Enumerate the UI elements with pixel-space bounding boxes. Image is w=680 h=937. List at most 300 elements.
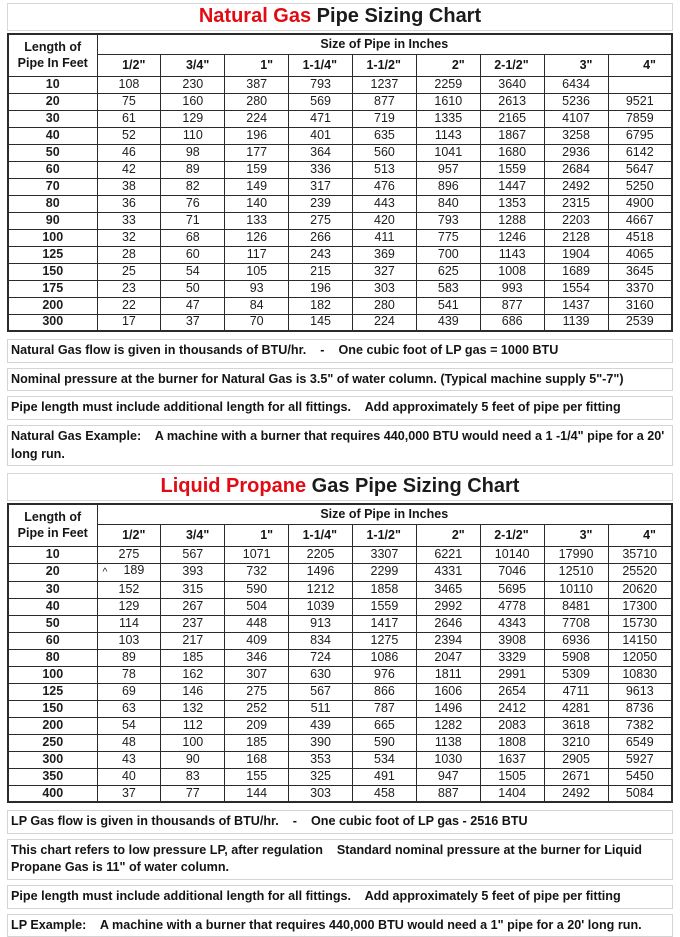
row-length-cell: 400 <box>8 785 97 802</box>
value-cell: 129 <box>161 110 225 127</box>
table-row <box>8 683 672 700</box>
value-cell: 54 <box>97 717 161 734</box>
row-length-cell: 70 <box>8 178 97 195</box>
table-row <box>8 768 672 785</box>
value-cell: 1404 <box>480 785 544 802</box>
table-row <box>8 649 672 666</box>
size-column-header: 3/4" <box>161 524 225 546</box>
value-cell: 1496 <box>416 700 480 717</box>
value-cell: 243 <box>289 246 353 263</box>
value-cell: 346 <box>225 649 289 666</box>
table-row <box>8 314 672 331</box>
table-row <box>8 297 672 314</box>
size-column-header: 1-1/4" <box>289 54 353 76</box>
value-cell: 625 <box>416 263 480 280</box>
value-cell: 2299 <box>353 563 417 581</box>
value-cell: 1143 <box>416 127 480 144</box>
row-length-cell: 40 <box>8 127 97 144</box>
value-cell: 9521 <box>608 93 672 110</box>
row-length-cell: 125 <box>8 683 97 700</box>
liquid-propane-page-title <box>161 475 520 497</box>
value-cell: 2165 <box>480 110 544 127</box>
value-cell: 3258 <box>544 127 608 144</box>
value-cell: 32 <box>97 229 161 246</box>
row-length-cell: 20 <box>8 93 97 110</box>
value-cell: 177 <box>225 144 289 161</box>
row-length-cell: 90 <box>8 212 97 229</box>
row-length-cell: 175 <box>8 280 97 297</box>
value-cell: 2259 <box>416 76 480 93</box>
value-cell: 25 <box>97 263 161 280</box>
size-columns-row <box>8 54 672 76</box>
value-cell: 6434 <box>544 76 608 93</box>
row-length-cell: 100 <box>8 229 97 246</box>
size-columns-row <box>8 524 672 546</box>
value-cell: 686 <box>480 314 544 331</box>
row-length-cell: 60 <box>8 632 97 649</box>
value-cell: 590 <box>353 734 417 751</box>
value-cell: 68 <box>161 229 225 246</box>
size-column-header: 1" <box>225 524 289 546</box>
row-length-cell: 150 <box>8 700 97 717</box>
row-length-cell: 50 <box>8 144 97 161</box>
size-column-header: 1-1/4" <box>289 524 353 546</box>
value-cell: 1139 <box>544 314 608 331</box>
value-cell: 732 <box>225 563 289 581</box>
size-column-header: 1" <box>225 54 289 76</box>
value-cell: 196 <box>225 127 289 144</box>
value-cell: 2315 <box>544 195 608 212</box>
value-cell: 162 <box>161 666 225 683</box>
value-cell: 3618 <box>544 717 608 734</box>
liquid-propane-title-box <box>7 473 673 501</box>
value-cell: 47 <box>161 297 225 314</box>
value-cell: 185 <box>161 649 225 666</box>
value-cell: 3210 <box>544 734 608 751</box>
value-cell: 3640 <box>480 76 544 93</box>
value-cell: 775 <box>416 229 480 246</box>
value-cell: 129 <box>97 598 161 615</box>
table-row <box>8 615 672 632</box>
value-cell: 77 <box>161 785 225 802</box>
table-row <box>8 751 672 768</box>
value-cell: 439 <box>289 717 353 734</box>
row-length-cell: 60 <box>8 161 97 178</box>
value-cell: 2128 <box>544 229 608 246</box>
value-cell: 224 <box>225 110 289 127</box>
natural-gas-page-title <box>199 5 481 27</box>
value-cell: 126 <box>225 229 289 246</box>
liquid-propane-notes <box>7 810 673 937</box>
value-cell: 3645 <box>608 263 672 280</box>
value-cell: 1353 <box>480 195 544 212</box>
value-cell: 724 <box>289 649 353 666</box>
value-cell: 5450 <box>608 768 672 785</box>
value-cell: 2047 <box>416 649 480 666</box>
note-text: LP Gas flow is given in thousands of BTU/hr. - One cubic foot of LP gas - 2516 BTU <box>7 810 673 834</box>
value-cell: 133 <box>225 212 289 229</box>
table-row <box>8 127 672 144</box>
value-cell: 69 <box>97 683 161 700</box>
value-cell: 217 <box>161 632 225 649</box>
value-cell: 1808 <box>480 734 544 751</box>
corner-header-line1: Length of <box>24 510 82 525</box>
value-cell: 700 <box>416 246 480 263</box>
value-cell: 635 <box>353 127 417 144</box>
value-cell: 2646 <box>416 615 480 632</box>
size-column-header: 4" <box>608 524 672 546</box>
value-cell: 4331 <box>416 563 480 581</box>
value-cell: 2539 <box>608 314 672 331</box>
table-row <box>8 178 672 195</box>
value-cell: 1143 <box>480 246 544 263</box>
value-cell: 280 <box>353 297 417 314</box>
value-cell: 491 <box>353 768 417 785</box>
value-cell: 7382 <box>608 717 672 734</box>
table-row <box>8 161 672 178</box>
natural-gas-notes <box>7 339 673 466</box>
value-cell: 420 <box>353 212 417 229</box>
value-cell: 866 <box>353 683 417 700</box>
value-cell: 1496 <box>289 563 353 581</box>
value-cell: 4065 <box>608 246 672 263</box>
value-cell: 336 <box>289 161 353 178</box>
value-cell: 913 <box>289 615 353 632</box>
value-cell: 12050 <box>608 649 672 666</box>
value-cell: 2394 <box>416 632 480 649</box>
value-cell: 7859 <box>608 110 672 127</box>
value-cell: 1554 <box>544 280 608 297</box>
value-cell: 48 <box>97 734 161 751</box>
value-cell: 252 <box>225 700 289 717</box>
value-cell: 6549 <box>608 734 672 751</box>
value-cell: 630 <box>289 666 353 683</box>
table-row <box>8 212 672 229</box>
value-cell: 12510 <box>544 563 608 581</box>
note-text: Natural Gas flow is given in thousands of BTU/hr. - One cubic foot of LP gas = 1000 BTU <box>7 339 673 363</box>
value-cell: 353 <box>289 751 353 768</box>
value-cell: 834 <box>289 632 353 649</box>
value-cell: 275 <box>225 683 289 700</box>
value-cell: 117 <box>225 246 289 263</box>
value-cell: 267 <box>161 598 225 615</box>
size-column-header: 2" <box>416 54 480 76</box>
size-column-header: 3" <box>544 54 608 76</box>
value-cell: 38 <box>97 178 161 195</box>
value-cell: 37 <box>161 314 225 331</box>
value-cell: 40 <box>97 768 161 785</box>
span-header: Size of Pipe in Inches <box>97 504 672 524</box>
value-cell: 976 <box>353 666 417 683</box>
natural-gas-sizing-table <box>7 33 673 332</box>
table-row <box>8 263 672 280</box>
value-cell: 1559 <box>353 598 417 615</box>
value-cell: 155 <box>225 768 289 785</box>
value-cell: 787 <box>353 700 417 717</box>
value-cell: 5236 <box>544 93 608 110</box>
value-cell: 2671 <box>544 768 608 785</box>
value-cell: 239 <box>289 195 353 212</box>
table-row <box>8 546 672 563</box>
value-cell: 567 <box>161 546 225 563</box>
value-cell: 160 <box>161 93 225 110</box>
value-cell: 140 <box>225 195 289 212</box>
value-cell: 1335 <box>416 110 480 127</box>
value-cell: 793 <box>416 212 480 229</box>
value-cell: 196 <box>289 280 353 297</box>
value-cell: 5908 <box>544 649 608 666</box>
table-row <box>8 563 672 581</box>
value-cell: 144 <box>225 785 289 802</box>
table-row <box>8 734 672 751</box>
value-cell: 6936 <box>544 632 608 649</box>
value-cell: 1071 <box>225 546 289 563</box>
value-cell: 10110 <box>544 581 608 598</box>
size-column-header: 1-1/2" <box>353 524 417 546</box>
value-cell: 4343 <box>480 615 544 632</box>
value-cell: 5309 <box>544 666 608 683</box>
row-length-cell: 30 <box>8 110 97 127</box>
table-row <box>8 700 672 717</box>
table-row <box>8 246 672 263</box>
value-cell: ^ 189 <box>97 563 161 581</box>
value-cell: 993 <box>480 280 544 297</box>
value-cell: 840 <box>416 195 480 212</box>
value-cell: 71 <box>161 212 225 229</box>
value-cell: 2905 <box>544 751 608 768</box>
value-cell: 114 <box>97 615 161 632</box>
natural-gas-title-rest: Pipe Sizing Chart <box>311 5 482 27</box>
value-cell: 1437 <box>544 297 608 314</box>
value-cell: 1246 <box>480 229 544 246</box>
corner-header-line2: Pipe In Feet <box>17 56 88 71</box>
value-cell: 108 <box>97 76 161 93</box>
value-cell: 2992 <box>416 598 480 615</box>
value-cell: 303 <box>353 280 417 297</box>
value-cell: 105 <box>225 263 289 280</box>
value-cell: 4667 <box>608 212 672 229</box>
value-cell: 1039 <box>289 598 353 615</box>
value-cell: 4900 <box>608 195 672 212</box>
value-cell: 159 <box>225 161 289 178</box>
value-cell: 393 <box>161 563 225 581</box>
table-row <box>8 93 672 110</box>
value-cell <box>608 76 672 93</box>
value-cell: 275 <box>289 212 353 229</box>
value-cell: 182 <box>289 297 353 314</box>
value-cell: 3908 <box>480 632 544 649</box>
value-cell: 10140 <box>480 546 544 563</box>
size-column-header: 1/2" <box>97 54 161 76</box>
value-cell: 387 <box>225 76 289 93</box>
value-cell: 54 <box>161 263 225 280</box>
value-cell: 33 <box>97 212 161 229</box>
value-cell: 4778 <box>480 598 544 615</box>
value-cell: 315 <box>161 581 225 598</box>
table-header-row <box>8 504 672 524</box>
value-cell: 36 <box>97 195 161 212</box>
value-cell: 6142 <box>608 144 672 161</box>
value-cell: 6221 <box>416 546 480 563</box>
value-cell: 511 <box>289 700 353 717</box>
table-row <box>8 195 672 212</box>
value-cell: 567 <box>289 683 353 700</box>
value-cell: 93 <box>225 280 289 297</box>
note-text: Nominal pressure at the burner for Natural Gas is 3.5" of water column. (Typical machine supply 5"-7") <box>7 368 673 392</box>
size-column-header: 2-1/2" <box>480 54 544 76</box>
row-length-cell: 30 <box>8 581 97 598</box>
value-cell: 275 <box>97 546 161 563</box>
value-cell: 7708 <box>544 615 608 632</box>
row-length-cell: 20 <box>8 563 97 581</box>
corner-header-line2: Pipe in Feet <box>17 526 88 541</box>
row-length-cell: 125 <box>8 246 97 263</box>
row-length-cell: 300 <box>8 314 97 331</box>
value-cell: 2203 <box>544 212 608 229</box>
note-text: This chart refers to low pressure LP, after regulation Standard nominal pressure at the burner for Liquid Propane Gas is 11" of water column. <box>7 839 673 880</box>
table-row <box>8 144 672 161</box>
size-column-header: 3/4" <box>161 54 225 76</box>
value-cell: 3370 <box>608 280 672 297</box>
value-cell: 43 <box>97 751 161 768</box>
value-cell: 401 <box>289 127 353 144</box>
value-cell: 325 <box>289 768 353 785</box>
value-cell: 83 <box>161 768 225 785</box>
value-cell: 369 <box>353 246 417 263</box>
size-column-header: 1/2" <box>97 524 161 546</box>
note-text: Pipe length must include additional length for all fittings. Add approximately 5 feet of pipe per fitting <box>7 885 673 909</box>
value-cell: 590 <box>225 581 289 598</box>
value-cell: 215 <box>289 263 353 280</box>
liquid-propane-title-highlight: Liquid Propane <box>160 475 307 498</box>
value-cell: 2205 <box>289 546 353 563</box>
value-cell: 145 <box>289 314 353 331</box>
value-cell: 2936 <box>544 144 608 161</box>
value-cell: 317 <box>289 178 353 195</box>
value-cell: 443 <box>353 195 417 212</box>
value-cell: 3465 <box>416 581 480 598</box>
value-cell: 303 <box>289 785 353 802</box>
value-cell: 60 <box>161 246 225 263</box>
value-cell: 476 <box>353 178 417 195</box>
row-length-cell: 350 <box>8 768 97 785</box>
value-cell: 877 <box>353 93 417 110</box>
row-length-cell: 150 <box>8 263 97 280</box>
value-cell: 2654 <box>480 683 544 700</box>
value-cell: 448 <box>225 615 289 632</box>
value-cell: 1086 <box>353 649 417 666</box>
size-column-header: 2-1/2" <box>480 524 544 546</box>
value-cell: 17990 <box>544 546 608 563</box>
value-cell: 947 <box>416 768 480 785</box>
value-cell: 23 <box>97 280 161 297</box>
liquid-propane-title-rest: Gas Pipe Sizing Chart <box>306 475 520 498</box>
value-cell: 1867 <box>480 127 544 144</box>
value-cell: 5084 <box>608 785 672 802</box>
value-cell: 2083 <box>480 717 544 734</box>
value-cell: 10830 <box>608 666 672 683</box>
value-cell: 8481 <box>544 598 608 615</box>
value-cell: 541 <box>416 297 480 314</box>
value-cell: 78 <box>97 666 161 683</box>
corner-header <box>8 34 97 76</box>
value-cell: 46 <box>97 144 161 161</box>
value-cell: 3160 <box>608 297 672 314</box>
value-cell: 2492 <box>544 785 608 802</box>
value-cell: 1680 <box>480 144 544 161</box>
value-cell: 20620 <box>608 581 672 598</box>
value-cell: 5647 <box>608 161 672 178</box>
row-length-cell: 50 <box>8 615 97 632</box>
value-cell: 5250 <box>608 178 672 195</box>
value-cell: 22 <box>97 297 161 314</box>
value-cell: 439 <box>416 314 480 331</box>
value-cell: 1689 <box>544 263 608 280</box>
value-cell: 1275 <box>353 632 417 649</box>
size-column-header: 3" <box>544 524 608 546</box>
value-cell: 1288 <box>480 212 544 229</box>
value-cell: 63 <box>97 700 161 717</box>
value-cell: 409 <box>225 632 289 649</box>
row-length-cell: 10 <box>8 546 97 563</box>
value-cell: 280 <box>225 93 289 110</box>
size-column-header: 4" <box>608 54 672 76</box>
value-cell: 560 <box>353 144 417 161</box>
note-text: Pipe length must include additional length for all fittings. Add approximately 5 feet of pipe per fitting <box>7 396 673 420</box>
value-cell: 583 <box>416 280 480 297</box>
value-cell: 1447 <box>480 178 544 195</box>
value-cell: 1811 <box>416 666 480 683</box>
value-cell: 411 <box>353 229 417 246</box>
corner-header <box>8 504 97 546</box>
table-row <box>8 110 672 127</box>
value-cell: 1138 <box>416 734 480 751</box>
value-cell: 1858 <box>353 581 417 598</box>
value-cell: 230 <box>161 76 225 93</box>
liquid-propane-sizing-table <box>7 503 673 803</box>
table-row <box>8 581 672 598</box>
value-cell: 719 <box>353 110 417 127</box>
value-cell: 17300 <box>608 598 672 615</box>
value-cell: 89 <box>161 161 225 178</box>
value-cell: 1030 <box>416 751 480 768</box>
corner-header-line1: Length of <box>24 40 82 54</box>
value-cell: 100 <box>161 734 225 751</box>
row-length-cell: 200 <box>8 717 97 734</box>
row-length-cell: 40 <box>8 598 97 615</box>
table-row <box>8 632 672 649</box>
value-cell: 1559 <box>480 161 544 178</box>
value-cell: 1041 <box>416 144 480 161</box>
row-length-cell: 80 <box>8 649 97 666</box>
row-length-cell: 80 <box>8 195 97 212</box>
value-cell: 390 <box>289 734 353 751</box>
table-row <box>8 280 672 297</box>
value-cell: 307 <box>225 666 289 683</box>
row-length-cell: 10 <box>8 76 97 93</box>
row-length-cell: 100 <box>8 666 97 683</box>
table-row <box>8 229 672 246</box>
value-cell: 2684 <box>544 161 608 178</box>
table-row <box>8 666 672 683</box>
value-cell: 132 <box>161 700 225 717</box>
value-cell: 1610 <box>416 93 480 110</box>
value-cell: 98 <box>161 144 225 161</box>
value-cell: 9613 <box>608 683 672 700</box>
value-cell: 569 <box>289 93 353 110</box>
value-cell: 896 <box>416 178 480 195</box>
value-cell: 1904 <box>544 246 608 263</box>
